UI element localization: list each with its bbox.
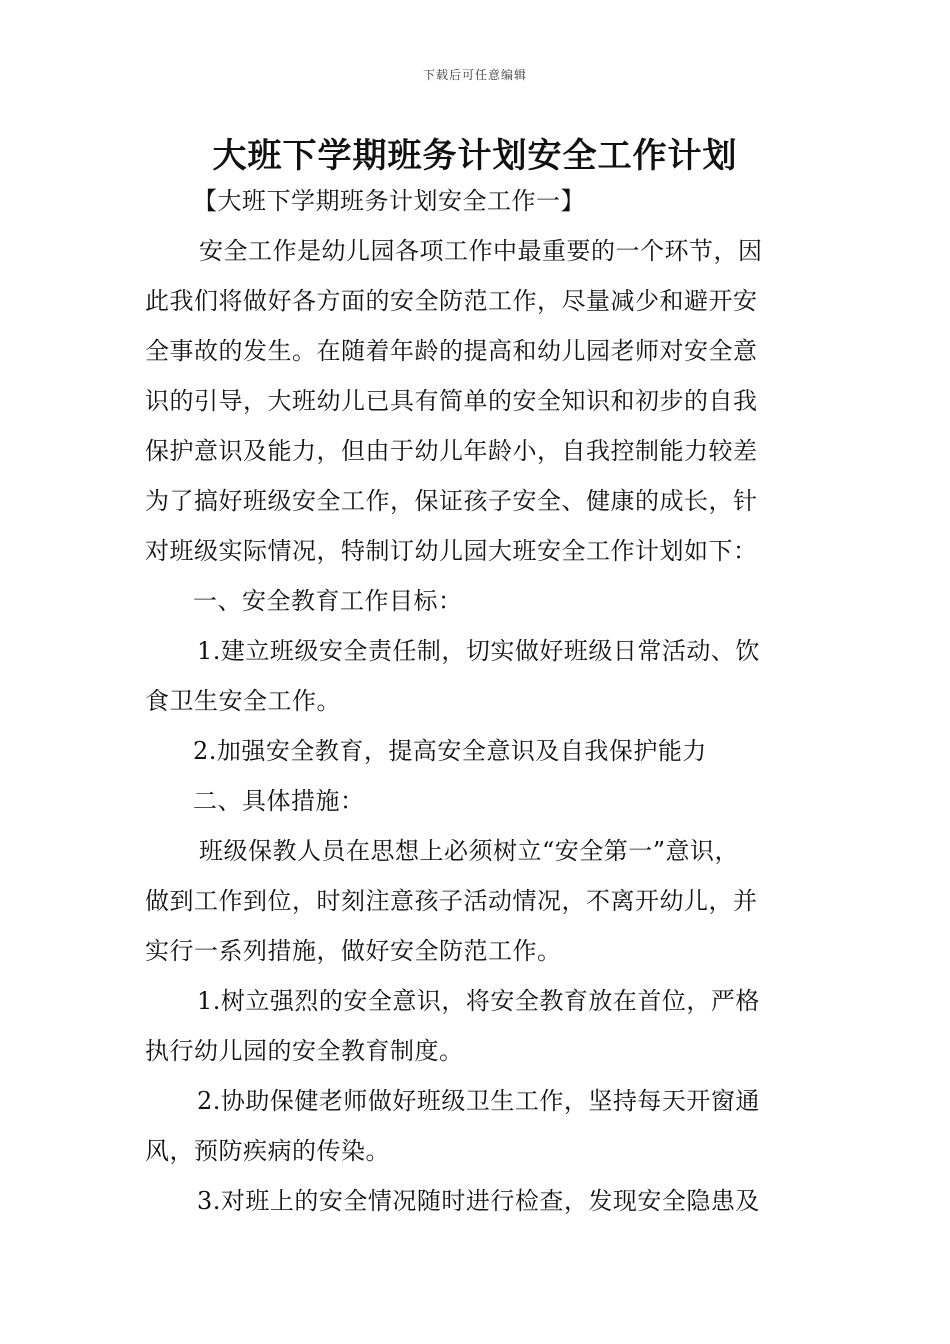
paragraph-line: 对班级实际情况，特制订幼儿园大班安全工作计划如下： [145, 537, 758, 565]
paragraph-line: 识的引导，大班幼儿已具有简单的安全知识和初步的自我 [145, 387, 758, 415]
paragraph-line: 做到工作到位，时刻注意孩子活动情况，不离开幼儿，并 [145, 887, 758, 915]
list-item-line: 1.树立强烈的安全意识，将安全教育放在首位，严格 [197, 987, 760, 1015]
paragraph-line: 实行一系列措施，做好安全防范工作。 [145, 937, 562, 965]
document-title: 大班下学期班务计划安全工作计划 [212, 136, 738, 176]
paragraph-line: 为了搞好班级安全工作，保证孩子安全、健康的成长，针 [145, 487, 758, 515]
paragraph-line: 班级保教人员在思想上必须树立“安全第一”意识， [199, 837, 740, 865]
subsection-heading: 一、安全教育工作目标： [193, 587, 463, 615]
paragraph-line: 安全工作是幼儿园各项工作中最重要的一个环节，因 [199, 237, 763, 265]
list-item-line: 2.协助保健老师做好班级卫生工作，坚持每天开窗通 [197, 1087, 760, 1115]
paragraph-line: 全事故的发生。在随着年龄的提高和幼儿园老师对安全意 [145, 337, 758, 365]
list-item-line: 风，预防疾病的传染。 [145, 1137, 390, 1165]
list-item-line: 执行幼儿园的安全教育制度。 [145, 1037, 464, 1065]
header-note: 下载后可任意编辑 [422, 68, 527, 82]
list-item-line: 2.加强安全教育，提高安全意识及自我保护能力 [193, 737, 707, 765]
subsection-heading: 二、具体措施： [193, 787, 365, 815]
document-body [145, 176, 810, 1226]
list-item-line: 食卫生安全工作。 [145, 687, 341, 715]
paragraph-line: 此我们将做好各方面的安全防范工作，尽量减少和避开安 [145, 287, 758, 315]
list-item-line: 1.建立班级安全责任制，切实做好班级日常活动、饮 [197, 637, 760, 665]
paragraph-line: 保护意识及能力，但由于幼儿年龄小，自我控制能力较差 [145, 437, 758, 465]
list-item-line: 3.对班上的安全情况随时进行检查，发现安全隐患及 [197, 1187, 760, 1215]
section-heading: 【大班下学期班务计划安全工作一】 [193, 187, 585, 215]
